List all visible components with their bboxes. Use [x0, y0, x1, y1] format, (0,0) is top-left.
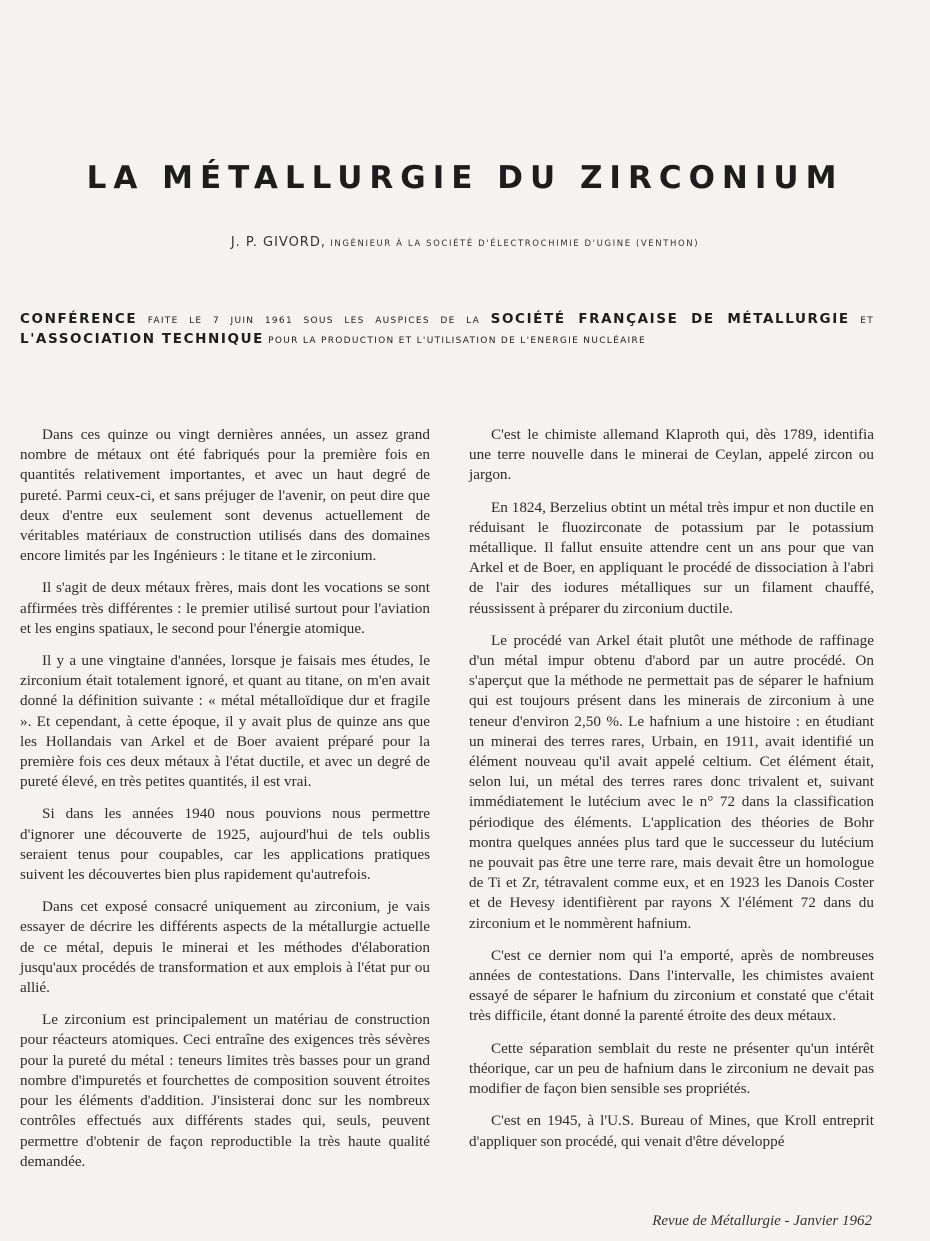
- paragraph: Il s'agit de deux métaux frères, mais dont les vocations se sont affirmées très différentes : le premier utilisé surtout pour l'aviation et les engins spatiaux, le second pour l'énergie atomique.: [20, 579, 430, 637]
- paragraph: Le procédé van Arkel était plutôt une méthode de raffinage d'un métal impur obtenu d'abord par un autre procédé. On s'aperçut que la méthode ne permettait pas de séparer le hafnium qui est toujours présent dans les minerais de zirconium à une teneur d'environ 2,50 %. Le hafnium a une histoire : en étudiant un minerai des terres rares, Urbain, en 1911, avait identifié un élément nouveau qu'il avait appelé celtium. Cet élément était, selon lui, un métal des terres rares donc trivalent et, suivant immédiatement le lutécium avec le n° 72 dans la classification périodique des éléments. L'application des théories de Bohr montra quelques années plus tard que le successeur du lutécium ne pouvait pas être une terre rare, mais devait être un homologue de Ti et Zr, tétravalent comme eux, et en 1923 les Danois Coster et de Hevesy identifièrent par rayons X l'élément 72 dans du zirconium et le nommèrent hafnium.: [469, 631, 874, 932]
- author-line: [0, 235, 930, 250]
- paragraph: Dans ces quinze ou vingt dernières années, un assez grand nombre de métaux ont été fabriqués pour la première fois en quantités relativement importantes, et avec un haut degré de pureté. Parmi ceux-ci, et sans préjuger de l'avenir, on peut dire que deux d'entre eux seulement sont devenus actuellement de véritables matériaux de construction utilisés dans des domaines encore limités par les Ingénieurs : le titane et le zirconium.: [20, 426, 430, 565]
- paragraph: Dans cet exposé consacré uniquement au zirconium, je vais essayer de décrire les différents aspects de la métallurgie actuelle de ce métal, depuis le minerai et les méthodes d'élaboration jusqu'aux procédés de transformation et aux emplois à l'état pur ou allié.: [20, 898, 430, 997]
- paragraph: C'est le chimiste allemand Klaproth qui, dès 1789, identifia une terre nouvelle dans le minerai de Ceylan, appelé zircon ou jargon.: [469, 426, 874, 484]
- page-title: LA MÉTALLURGIE DU ZIRCONIUM: [86, 160, 844, 196]
- paragraph: Cette séparation semblait du reste ne présenter qu'un intérêt théorique, car un peu de hafnium dans le zirconium ne devait pas modifier de façon bien sensible ses propriétés.: [469, 1039, 874, 1098]
- conference-text-3: POUR LA PRODUCTION ET L'UTILISATION DE L'ENERGIE NUCLÉAIRE: [263, 336, 647, 346]
- paragraph: En 1824, Berzelius obtint un métal très impur et non ductile en réduisant le fluozirconate de potassium par le potassium métallique. Il fallut ensuite attendre cent un ans pour que van Arkel et de Boer, en appliquant le procédé de dissociation à l'abri de l'air des iodures métalliques sur un filament chauffé, réussissent à préparer du zirconium ductile.: [469, 498, 874, 617]
- conference-text-2: ET: [849, 316, 874, 326]
- conference-lead: CONFÉRENCE: [20, 311, 138, 327]
- paragraph: C'est en 1945, à l'U.S. Bureau of Mines, que Kroll entreprit d'appliquer son procédé, qui venait d'être développé: [469, 1112, 874, 1150]
- paragraph: Il y a une vingtaine d'années, lorsque je faisais mes études, le zirconium était totalement ignoré, et quant au titane, on m'en avait donné la définition suivante : « métal métalloïdique dur et fragile ». Et cependant, à cette époque, il y avait plus de quinze ans que les Hollandais van Arkel et de Boer avaient préparé pour la première fois ces deux métaux à l'état ductile, et avec un degré de pureté élevé, en très petites quantités, il est vrai.: [20, 652, 430, 791]
- journal-footer: Revue de Métallurgie - Janvier 1962: [652, 1213, 872, 1229]
- paragraph: Le zirconium est principalement un matériau de construction pour réacteurs atomiques. Ceci entraîne des exigences très sévères pour la pureté du métal : teneurs limites très basses pour un grand nombre d'impuretés et fourchettes de composition souvent étroites pour les éléments d'addition. J'insisterai donc sur les nombreux contrôles effectués aux différents stades qui, seuls, peuvent permettre d'obtenir de façon reproductible la très haute qualité demandée.: [20, 1011, 430, 1170]
- conference-association: L'ASSOCIATION TECHNIQUE: [20, 331, 264, 347]
- conference-note: [20, 310, 874, 350]
- conference-text-1: FAITE LE 7 JUIN 1961 SOUS LES AUSPICES DE LA: [137, 316, 491, 326]
- left-column: [20, 425, 430, 1184]
- right-column: [469, 425, 874, 1164]
- author-affiliation: INGÉNIEUR À LA SOCIÉTÉ D'ÉLECTROCHIMIE D'UGINE (VENTHON): [330, 239, 700, 249]
- conference-society: SOCIÉTÉ FRANÇAISE DE MÉTALLURGIE: [490, 311, 850, 327]
- paragraph: Si dans les années 1940 nous pouvions nous permettre d'ignorer une découverte de 1925, aujourd'hui de tels oublis seraient tenus pour coupables, car les applications pratiques suivent les découvertes bien plus rapidement qu'autrefois.: [20, 805, 430, 884]
- paragraph: C'est ce dernier nom qui l'a emporté, après de nombreuses années de contestations. Dans l'intervalle, les chimistes avaient essayé de séparer le hafnium du zirconium et constaté que c'était très difficile, étant donné la parenté étroite des deux métaux.: [469, 946, 874, 1025]
- author-name: J. P. GIVORD,: [230, 235, 326, 250]
